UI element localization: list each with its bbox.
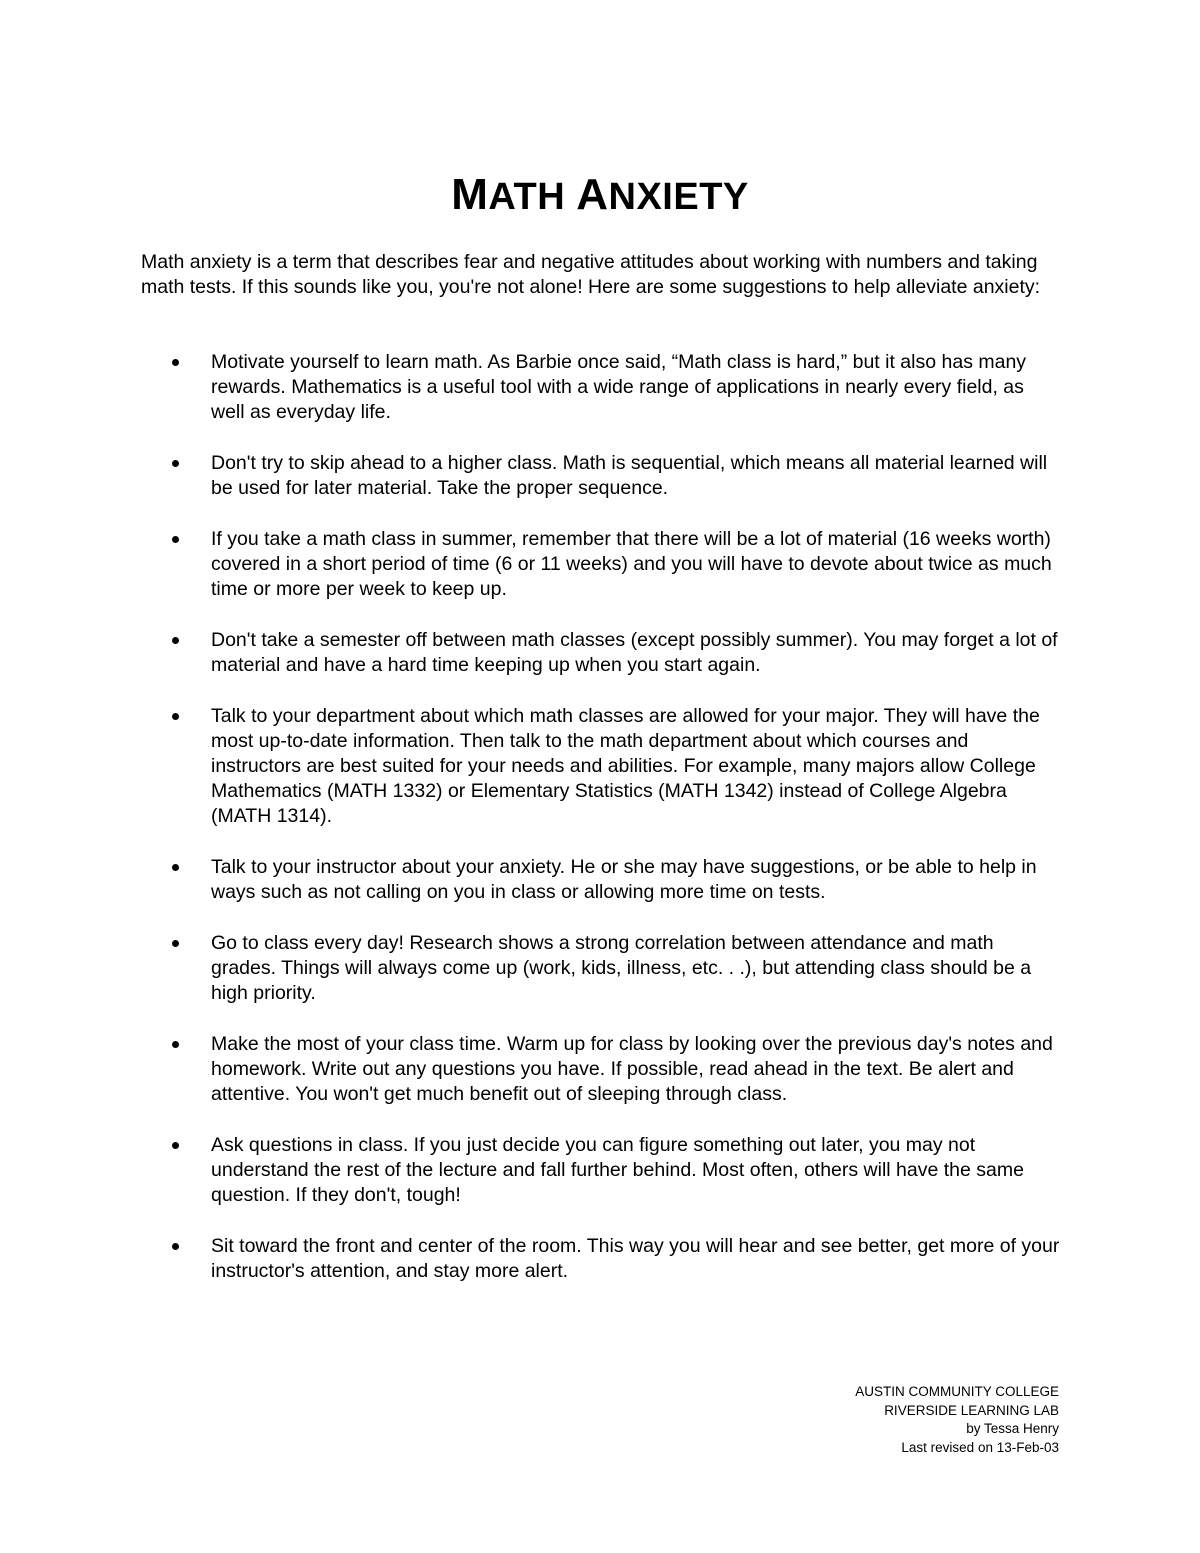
tip-item — [141, 855, 1061, 905]
title-initial-m: M — [451, 170, 489, 220]
title-word-nxiety: NXIETY — [608, 176, 749, 219]
footer-author: by Tessa Henry — [966, 1421, 1059, 1436]
tip-item — [141, 704, 1061, 829]
tip-item — [141, 628, 1061, 678]
bullet-icon — [172, 1243, 179, 1250]
tip-item — [141, 931, 1061, 1006]
tip-item — [141, 1032, 1061, 1107]
title-word-ath: ATH — [488, 176, 566, 219]
bullet-icon — [172, 864, 179, 871]
tip-text: Motivate yourself to learn math. As Barbie once said, “Math class is hard,” but it also has many rewards. Mathematics is a useful tool with a wide range of applications in nearly every field, as well as everyday life. — [211, 351, 1027, 423]
bullet-icon — [172, 359, 179, 366]
tip-text: If you take a math class in summer, remember that there will be a lot of material (16 weeks worth) covered in a short period of time (6 or 11 weeks) and you will have to devote about twice as much time or more per week to keep up. — [211, 528, 1052, 600]
tip-item — [141, 451, 1061, 501]
tip-item — [141, 350, 1061, 425]
tip-item — [141, 527, 1061, 602]
tip-text: Don't take a semester off between math classes (except possibly summer). You may forget a lot of material and have a hard time keeping up when you start again. — [211, 629, 1058, 676]
tip-text: Talk to your department about which math classes are allowed for your major. They will have the most up-to-date information. Then talk to the math department about which courses and instructors are best suited for your needs and abilities. For example, many majors allow College Mathematics (MATH 1332) or Elementary Statistics (MATH 1342) instead of College Algebra (MATH 1314). — [211, 705, 1040, 827]
footer-revised-date: Last revised on 13-Feb-03 — [901, 1439, 1059, 1455]
tip-item — [141, 1133, 1061, 1208]
bullet-icon — [172, 536, 179, 543]
page-title — [0, 170, 1200, 220]
tip-item — [141, 1234, 1061, 1284]
bullet-icon — [172, 1142, 179, 1149]
footer-college: AUSTIN COMMUNITY COLLEGE — [855, 1384, 1059, 1399]
intro-paragraph: Math anxiety is a term that describes fear and negative attitudes about working with numbers and taking math tests. If this sounds like you, you're not alone! Here are some suggestions to help alleviate anxiety: — [141, 251, 1041, 298]
tip-text: Don't try to skip ahead to a higher class. Math is sequential, which means all material learned will be used for later material. Take the proper sequence. — [211, 452, 1048, 499]
title-initial-a: A — [576, 170, 609, 220]
tips-list — [141, 350, 1061, 1310]
footer-credits — [855, 1383, 1059, 1457]
bullet-icon — [172, 1041, 179, 1048]
tip-text: Make the most of your class time. Warm up for class by looking over the previous day's notes and homework. Write out any questions you have. If possible, read ahead in the text. Be alert and attentive. You won't get much benefit out of sleeping through class. — [211, 1033, 1053, 1105]
bullet-icon — [172, 460, 179, 467]
bullet-icon — [172, 713, 179, 720]
tip-text: Talk to your instructor about your anxiety. He or she may have suggestions, or be able to help in ways such as not calling on you in class or allowing more time on tests. — [211, 856, 1037, 903]
tip-text: Ask questions in class. If you just decide you can figure something out later, you may not understand the rest of the lecture and fall further behind. Most often, others will have the same question. If they don't, tough! — [211, 1134, 1024, 1206]
tip-text: Go to class every day! Research shows a strong correlation between attendance and math grades. Things will always come up (work, kids, illness, etc. . .), but attending class should be a high priority. — [211, 932, 1032, 1004]
bullet-icon — [172, 637, 179, 644]
bullet-icon — [172, 940, 179, 947]
tip-text: Sit toward the front and center of the room. This way you will hear and see better, get more of your instructor's attention, and stay more alert. — [211, 1235, 1060, 1282]
footer-lab: RIVERSIDE LEARNING LAB — [884, 1402, 1059, 1418]
